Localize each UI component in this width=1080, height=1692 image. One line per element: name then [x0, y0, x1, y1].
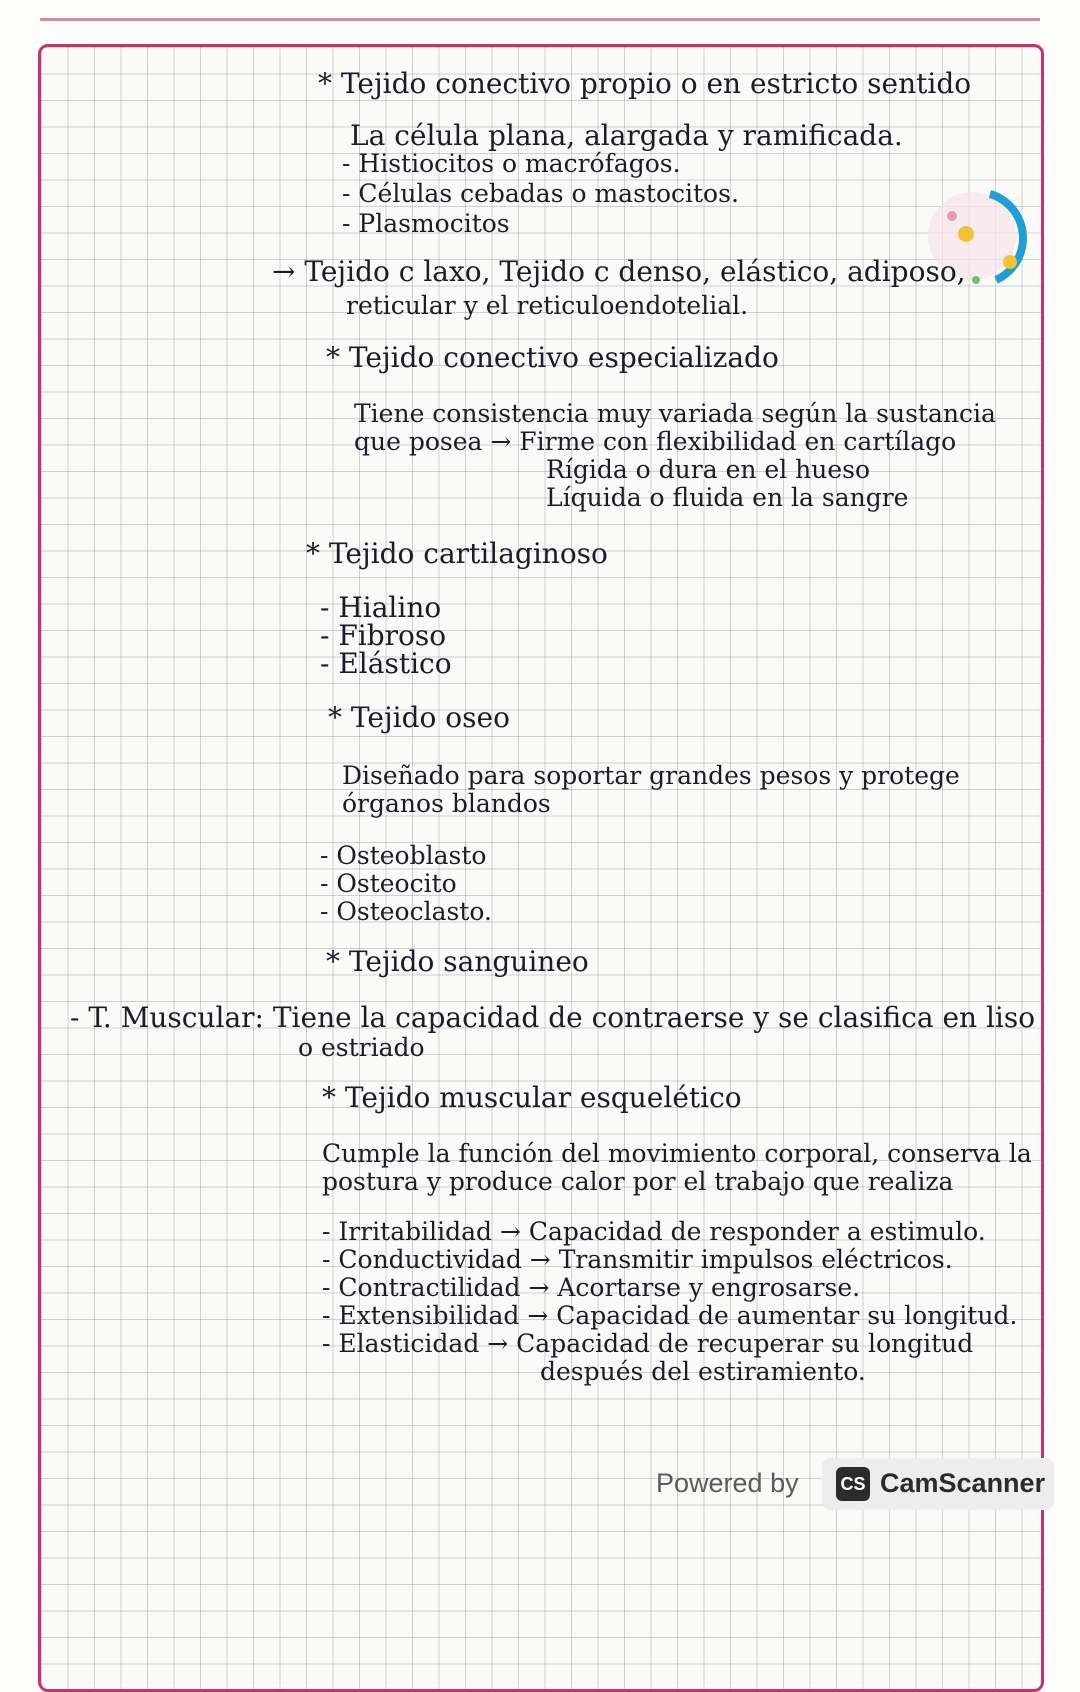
note-line: Diseñado para soportar grandes pesos y protege: [342, 761, 960, 790]
note-line: reticular y el reticuloendotelial.: [346, 291, 749, 320]
scanner-watermark: [656, 1458, 1056, 1512]
list-item: - Elasticidad → Capacidad de recuperar su longitud: [322, 1329, 974, 1358]
heading-tejido-sanguineo: * Tejido sanguineo: [326, 945, 589, 978]
list-item: - Extensibilidad → Capacidad de aumentar su longitud.: [322, 1301, 1018, 1330]
note-line: Tiene consistencia muy variada según la sustancia: [354, 399, 996, 428]
list-item: - Plasmocitos: [342, 209, 510, 238]
camscanner-brand-name: CamScanner: [880, 1468, 1046, 1498]
heading-tejido-muscular-esqueletico: * Tejido muscular esquelético: [322, 1081, 742, 1114]
list-item: - Osteocito: [320, 869, 457, 898]
note-line: órganos blandos: [342, 789, 551, 818]
list-item: - Osteoclasto.: [320, 897, 492, 926]
note-line: o estriado: [298, 1033, 425, 1062]
note-line: que posea → Firme con flexibilidad en cartílago: [354, 427, 957, 456]
heading-tejido-conectivo-especializado: * Tejido conectivo especializado: [326, 341, 779, 374]
camscanner-logo-icon: CS: [836, 1467, 870, 1501]
heading-tejido-oseo: * Tejido oseo: [328, 701, 510, 734]
list-item: - Conductividad → Transmitir impulsos eléctricos.: [322, 1245, 953, 1274]
list-item: - Fibroso: [320, 619, 447, 652]
list-item: - Osteoblasto: [320, 841, 487, 870]
list-item: - Irritabilidad → Capacidad de responder a estimulo.: [322, 1217, 986, 1246]
section-tejido-muscular: - T. Muscular: Tiene la capacidad de contraerse y se clasifica en liso: [70, 1001, 1036, 1034]
list-item: - Histiocitos o macrófagos.: [342, 149, 681, 178]
list-item: - Contractilidad → Acortarse y engrosarse.: [322, 1273, 861, 1302]
camscanner-badge: [822, 1458, 1054, 1510]
list-item: - Elástico: [320, 647, 452, 680]
list-item: - Hialino: [320, 591, 442, 624]
heading-tejido-conectivo-propio: * Tejido conectivo propio o en estricto sentido: [318, 67, 972, 100]
note-line: después del estiramiento.: [540, 1357, 866, 1386]
powered-by-label: Powered by: [656, 1468, 799, 1498]
note-line: Rígida o dura en el hueso: [546, 455, 871, 484]
list-item: - Células cebadas o mastocitos.: [342, 179, 739, 208]
note-line: Líquida o fluida en la sangre: [546, 483, 909, 512]
arrow-note-line: → Tejido c laxo, Tejido c denso, elástico, adiposo,: [272, 255, 966, 288]
note-line: Cumple la función del movimiento corporal, conserva la: [322, 1139, 1032, 1168]
heading-tejido-cartilaginoso: * Tejido cartilaginoso: [306, 537, 608, 570]
note-line: La célula plana, alargada y ramificada.: [350, 119, 903, 152]
note-line: postura y produce calor por el trabajo que realiza: [322, 1167, 954, 1196]
